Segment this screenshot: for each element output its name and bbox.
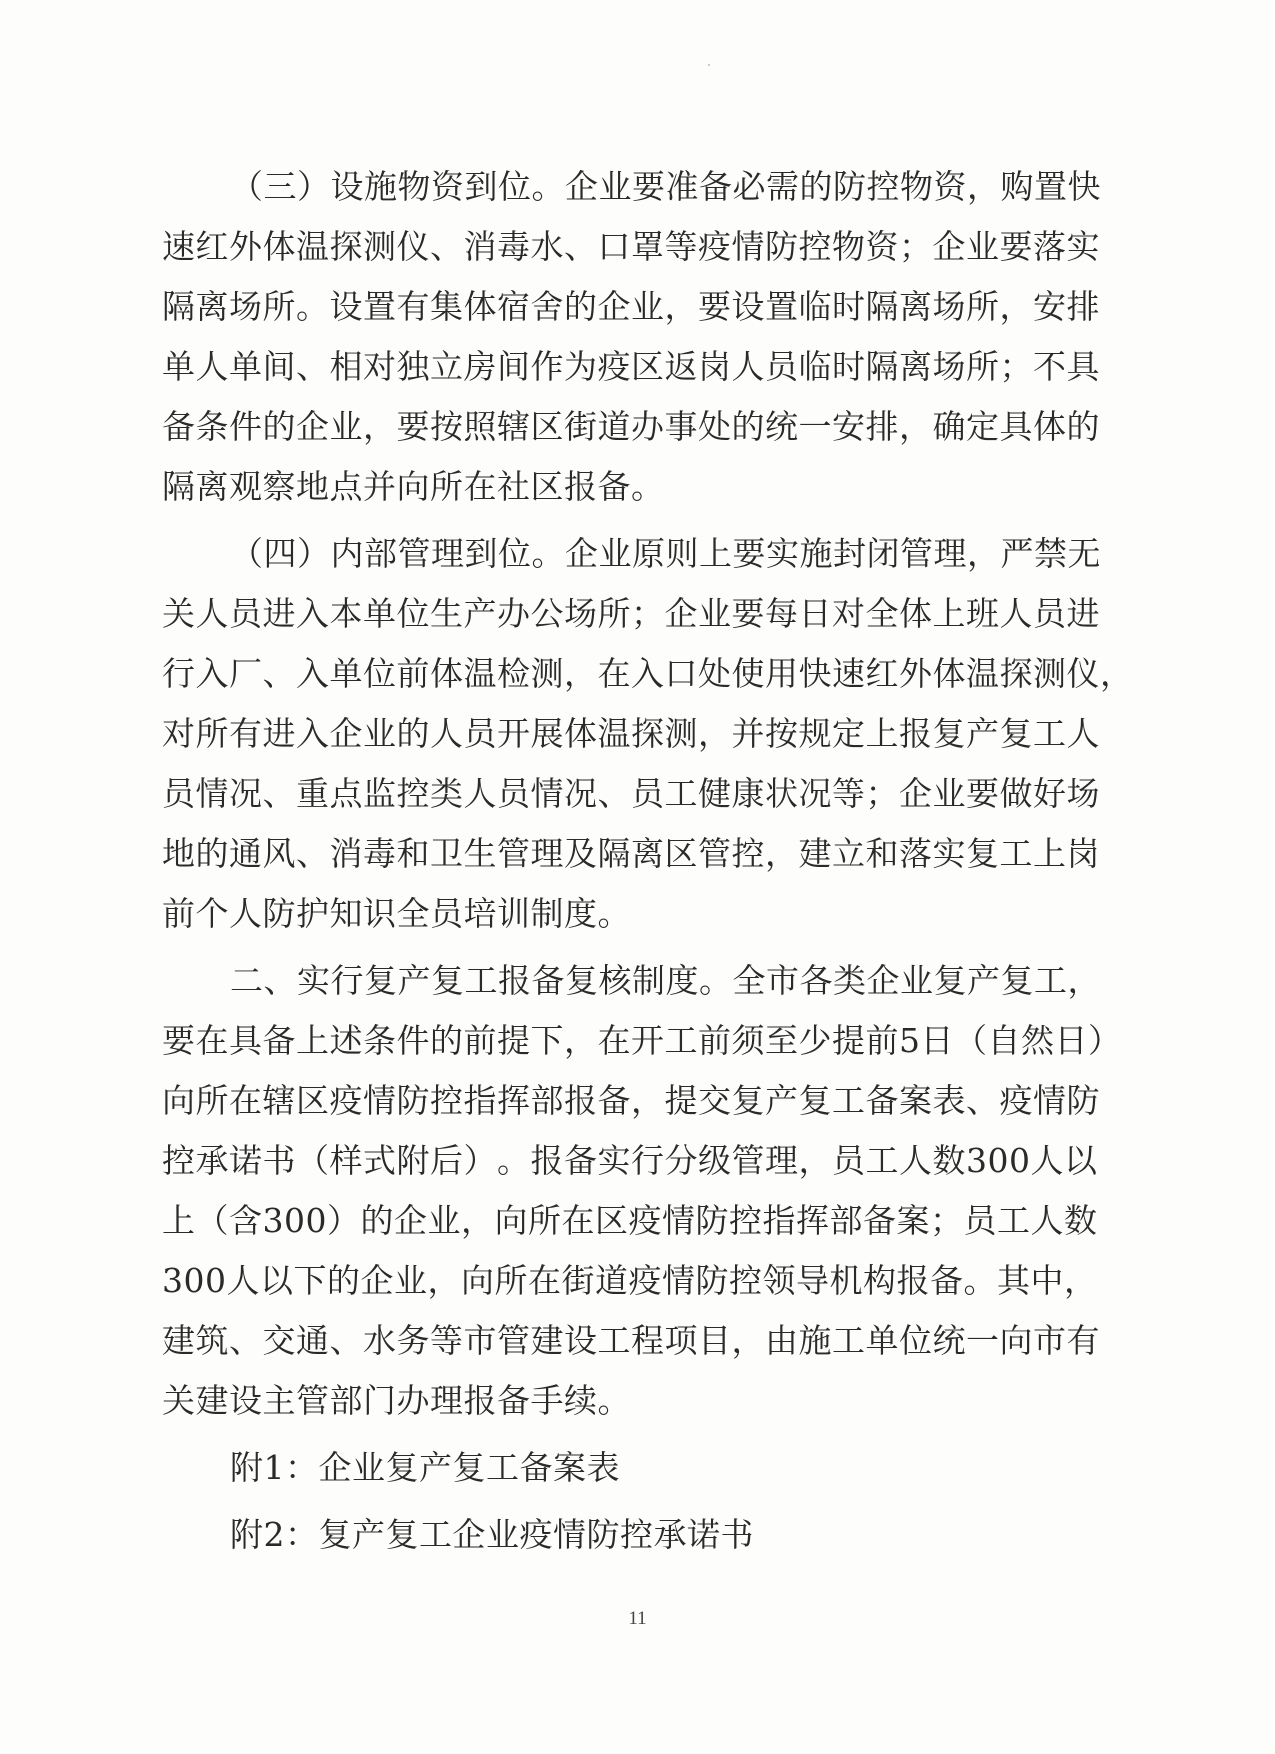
text-line: 关建设主管部门办理报备手续。 [162, 1381, 631, 1420]
paragraph [162, 1438, 1092, 1498]
text-line: 单 人 单 间 、 相 对 独 立 房 间 作 为 疫 区 返 岗 人 员 临 时 隔 离 场 所 ； 不 具 [162, 347, 1100, 386]
text-line: 地 的 通 风 、 消 毒 和 卫 生 管 理 及 隔 离 区 管 控 ， 建 立 和 落 实 复 工 上 岗 [162, 834, 1100, 873]
text-line: 向 所 在 辖 区 疫 情 防 控 指 挥 部 报 备 ， 提 交 复 产 复 工 备 案 表 、 疫 情 防 [162, 1081, 1100, 1120]
text-line: （ 三 ） 设 施 物 资 到 位 。 企 业 要 准 备 必 需 的 防 控 物 资 ， 购 置 快 [230, 167, 1101, 206]
text-line: 员 情 况 、 重 点 监 控 类 人 员 情 况 、 员 工 健 康 状 况 等 ； 企 业 要 做 好 场 [162, 774, 1100, 813]
scan-speck [708, 64, 710, 66]
text-line: 隔 离 场 所 。 设 置 有 集 体 宿 舍 的 企 业 ， 要 设 置 临 时 隔 离 场 所 ， 安 排 [162, 287, 1100, 326]
text-line: （ 四 ） 内 部 管 理 到 位 。 企 业 原 则 上 要 实 施 封 闭 管 理 ， 严 禁 无 [230, 534, 1101, 573]
paragraph [162, 951, 1122, 1431]
text-line: 上 （ 含 300 ） 的 企 业 ， 向 所 在 区 疫 情 防 控 指 挥 部 备 案 ； 员 工 人 数 [162, 1201, 1098, 1240]
paragraph [162, 524, 1134, 944]
paragraph [162, 157, 1101, 517]
text-line: 300 人 以 下 的 企 业 ， 向 所 在 街 道 疫 情 防 控 领 导 机 构 报 备 。 其 中 ， [162, 1261, 1098, 1300]
text-line: 附1：企业复产复工备案表 [230, 1448, 620, 1487]
text-line: 前个人防护知识全员培训制度。 [162, 894, 631, 933]
text-line: 要 在 具 备 上 述 条 件 的 前 提 下 ， 在 开 工 前 须 至 少 提 前 5 日 （ 自 然 日 ） [162, 1021, 1122, 1060]
text-line: 隔离观察地点并向所在社区报备。 [162, 467, 665, 506]
text-line: 行 入 厂 、 入 单 位 前 体 温 检 测 ， 在 入 口 处 使 用 快 速 红 外 体 温 探 测 仪 ， [162, 654, 1134, 693]
page-number: 11 [628, 1608, 647, 1629]
text-line: 二 、 实 行 复 产 复 工 报 备 复 核 制 度 。 全 市 各 类 企 业 复 产 复 工 ， [230, 961, 1101, 1000]
text-line: 控 承 诺 书 （ 样 式 附 后 ） 。 报 备 实 行 分 级 管 理 ， 员 工 人 数 300 人 以 [162, 1141, 1098, 1180]
text-line: 对 所 有 进 入 企 业 的 人 员 开 展 体 温 探 测 ， 并 按 规 定 上 报 复 产 复 工 人 [162, 714, 1100, 753]
paragraph [162, 1505, 1092, 1565]
text-line: 速 红 外 体 温 探 测 仪 、 消 毒 水 、 口 罩 等 疫 情 防 控 物 资 ； 企 业 要 落 实 [162, 227, 1100, 266]
text-line: 关 人 员 进 入 本 单 位 生 产 办 公 场 所 ； 企 业 要 每 日 对 全 体 上 班 人 员 进 [162, 594, 1100, 633]
text-line: 附2：复产复工企业疫情防控承诺书 [230, 1515, 754, 1554]
text-line: 备 条 件 的 企 业 ， 要 按 照 辖 区 街 道 办 事 处 的 统 一 安 排 ， 确 定 具 体 的 [162, 407, 1100, 446]
document-body [162, 157, 1134, 1565]
text-line: 建 筑 、 交 通 、 水 务 等 市 管 建 设 工 程 项 目 ， 由 施 工 单 位 统 一 向 市 有 [162, 1321, 1100, 1360]
